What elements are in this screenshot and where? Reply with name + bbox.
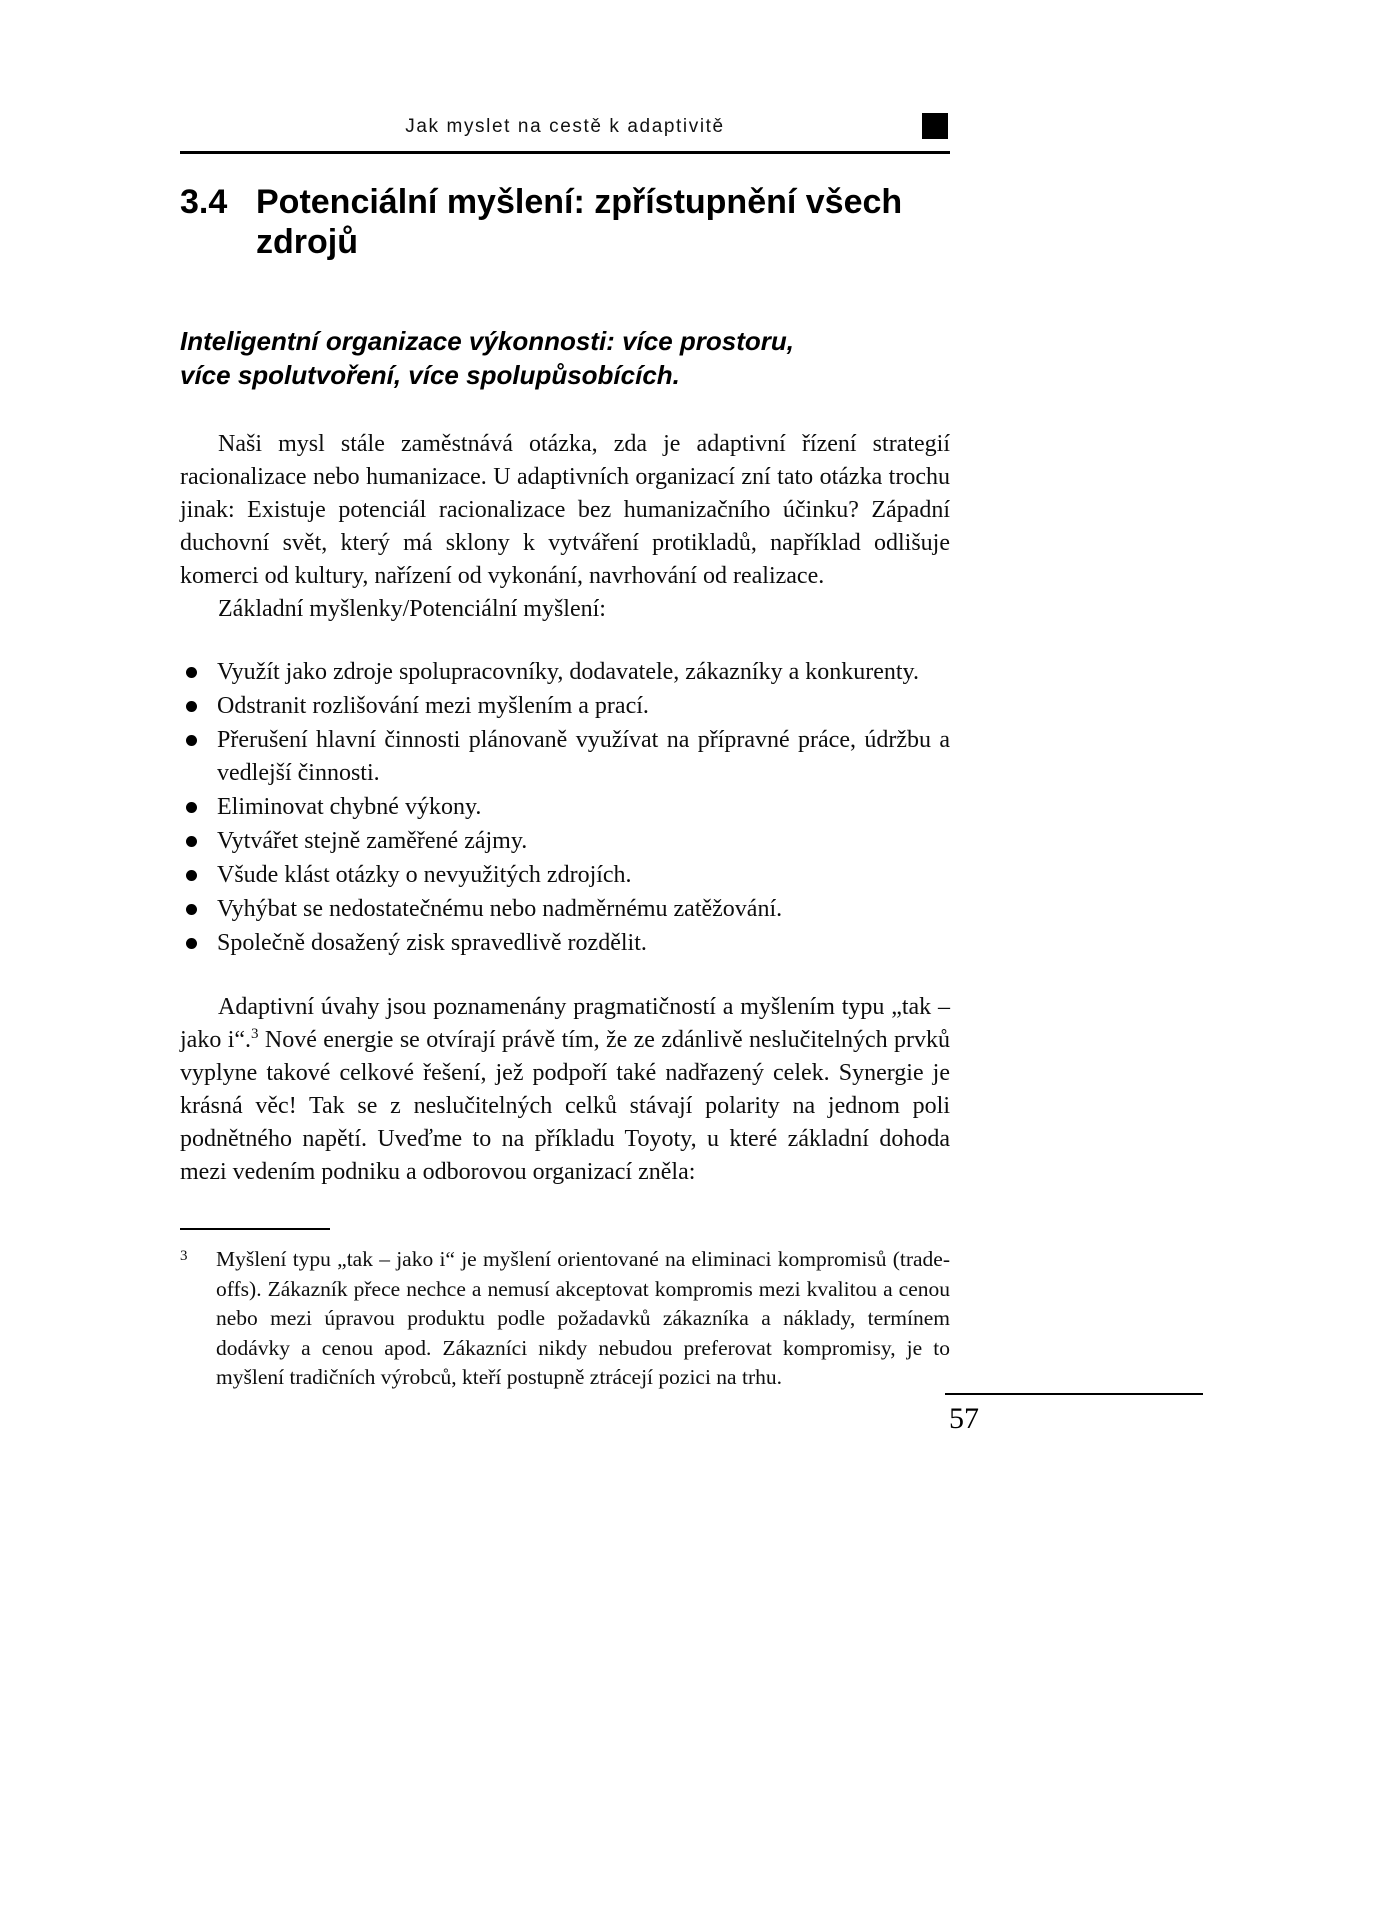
paragraph-adaptive-text-2: Nové energie se otvírají právě tím, že ze zdánlivě neslučitelných prvků vyplyne takové celkové řešení, jež podpoří také nadřazený celek. Synergie je krásná věc! Tak se z neslučitelných celků stávají polarity na jednom poli podnětného napětí. Uveďme to na příkladu Toyoty, u které základní dohoda mezi vedením podniku a odborovou organizací zněla:: [180, 1027, 951, 1185]
bullet-item: [180, 724, 950, 790]
bullet-text: Vytvářet stejně zaměřené zájmy.: [217, 828, 528, 854]
section-number: 3.4: [180, 183, 228, 221]
bullet-icon: [186, 802, 197, 813]
bullet-item: [180, 927, 950, 960]
bullet-text: Společně dosažený zisk spravedlivě rozdělit.: [217, 930, 647, 956]
section-title: Potenciální myšlení: zpřístupnění všech zdrojů: [256, 183, 903, 261]
chapter-square-marker: [922, 113, 948, 139]
bullet-item: [180, 791, 950, 824]
section-heading: [180, 182, 950, 262]
running-head: [180, 116, 950, 154]
paragraph-intro: Naši mysl stále zaměstnává otázka, zda je adaptivní řízení strategií racionalizace nebo humanizace. U adaptivních organizací zní tato otázka trochu jinak: Existuje potenciál racionalizace bez humanizačního účinku? Západní duchovní svět, který má sklony k vytváření protikladů, například odlišuje komerci od kultury, nařízení od vykonání, navrhování od realizace.: [180, 431, 950, 589]
bullet-icon: [186, 938, 197, 949]
page-content: [180, 182, 950, 1189]
bullet-icon: [186, 735, 197, 746]
footnote-marker: 3: [180, 1248, 188, 1264]
footnote-text: Myšlení typu „tak – jako i“ je myšlení orientované na eliminaci kompromisů (trade-offs). Zákazník přece nechce a nemusí akceptovat kompromis mezi kvalitou a cenou nebo mezi úpravou produktu podle požadavků zákazníka a náklady, termínem dodávky a cenou apod. Zákazníci nikdy nebudou preferovat kompromisy, je to myšlení tradičních výrobců, kteří postupně ztrácejí pozici na trhu.: [216, 1247, 950, 1389]
bullet-item: [180, 690, 950, 723]
footnote: [180, 1228, 950, 1393]
subtitle-line-2: více spolutvoření, více spolupůsobících.: [180, 360, 680, 390]
running-head-text: Jak myslet na cestě k adaptivitě: [405, 116, 725, 137]
section-subtitle: [180, 324, 950, 392]
bullet-list: [180, 656, 950, 960]
page-number: 57: [949, 1402, 979, 1435]
paragraph-list-intro: Základní myšlenky/Potenciální myšlení:: [218, 596, 606, 622]
footnote-row: [180, 1245, 950, 1393]
bullet-icon: [186, 836, 197, 847]
subtitle-line-1: Inteligentní organizace výkonnosti: více prostoru,: [180, 326, 794, 356]
bullet-item: [180, 859, 950, 892]
bullet-text: Všude klást otázky o nevyužitých zdrojích.: [217, 862, 632, 888]
bullet-text: Odstranit rozlišování mezi myšlením a prací.: [217, 693, 649, 719]
paragraph-adaptive: [180, 991, 950, 1189]
bullet-text: Eliminovat chybné výkony.: [217, 794, 482, 820]
bullet-icon: [186, 667, 197, 678]
paragraph-adaptive-text-1: Adaptivní úvahy jsou poznamenány pragmatičností a myšlením typu „tak – jako i“.: [180, 994, 950, 1053]
bullet-item: [180, 825, 950, 858]
bullet-icon: [186, 904, 197, 915]
page-number-block: [945, 1393, 1203, 1436]
bullet-item: [180, 893, 950, 926]
bullet-item: [180, 656, 950, 689]
bullet-text: Vyhýbat se nedostatečnému nebo nadměrnému zatěžování.: [217, 896, 783, 922]
bullet-icon: [186, 870, 197, 881]
footnote-separator: [180, 1228, 330, 1230]
bullet-text: Využít jako zdroje spolupracovníky, dodavatele, zákazníky a konkurenty.: [217, 659, 919, 685]
bullet-text: Přerušení hlavní činnosti plánovaně využívat na přípravné práce, údržbu a vedlejší činnosti.: [217, 727, 950, 786]
footnote-reference: 3: [251, 1026, 259, 1042]
bullet-icon: [186, 701, 197, 712]
